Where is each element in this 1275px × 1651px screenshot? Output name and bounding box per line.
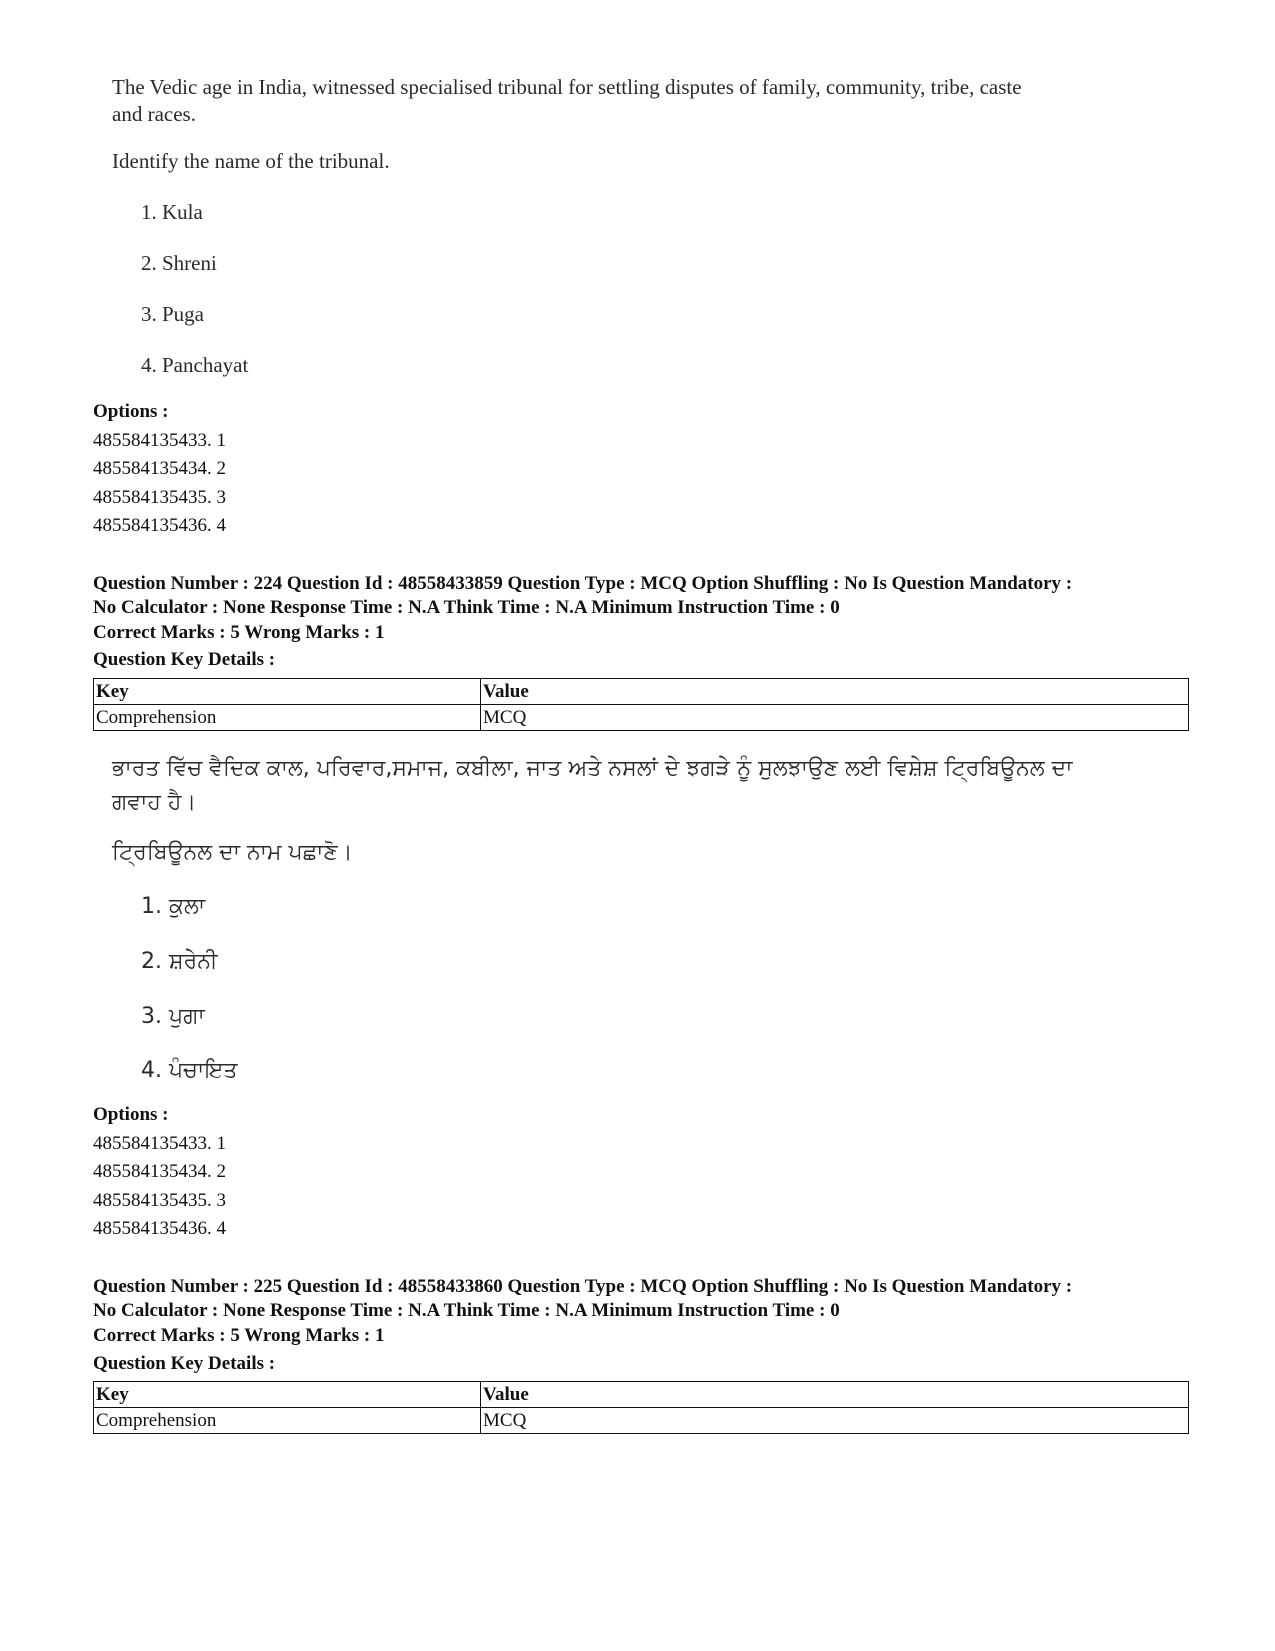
q223-stem-line2: and races. <box>112 102 196 126</box>
key-cell: Comprehension <box>94 1408 481 1434</box>
q224-stem <box>112 752 1142 820</box>
q224-meta-line2: No Calculator : None Response Time : N.A Think Time : N.A Minimum Instruction Time : 0 <box>93 597 840 618</box>
q224-stem-line2: ਗਵਾਹ ਹੈ। <box>112 790 197 815</box>
q224-option-1: 485584135433. 1 <box>93 1132 226 1154</box>
q224-key-details-title: Question Key Details : <box>93 649 276 670</box>
key-header: Key <box>94 679 481 705</box>
q224-key-table <box>93 678 1189 731</box>
q224-options <box>93 1101 226 1244</box>
q223-option-2: 485584135434. 2 <box>93 458 226 479</box>
table-header-row <box>94 1382 1189 1408</box>
q223-choice-3: 3. Puga <box>141 302 204 326</box>
value-header: Value <box>481 1382 1189 1408</box>
q223-stem <box>112 74 1142 128</box>
q223-option-4: 485584135436. 4 <box>93 515 226 536</box>
q225-key-details-title: Question Key Details : <box>93 1353 276 1374</box>
q223-option-3: 485584135435. 3 <box>93 486 226 508</box>
key-cell: Comprehension <box>94 705 481 731</box>
q224-options-title: Options : <box>93 1104 169 1125</box>
q223-option-1: 485584135433. 1 <box>93 429 226 451</box>
q224-stem-line1: ਭਾਰਤ ਵਿੱਚ ਵੈਦਿਕ ਕਾਲ, ਪਰਿਵਾਰ,ਸਮਾਜ, ਕਬੀਲਾ, ਜਾਤ ਅਤੇ ਨਸਲਾਂ ਦੇ ਝਗੜੇ ਨੂੰ ਸੁਲਝਾਉਣ ਲਈ ਵਿਸ਼ੇਸ਼ ਟ੍ਰਿਬਿਊਨਲ ਦਾ <box>112 756 1073 781</box>
q224-option-2: 485584135434. 2 <box>93 1161 226 1182</box>
q225-key-table <box>93 1381 1189 1434</box>
q223-prompt: Identify the name of the tribunal. <box>112 149 390 173</box>
value-cell: MCQ <box>481 705 1189 731</box>
value-header: Value <box>481 679 1189 705</box>
q224-choice-4: 4. ਪੰਚਾਇਤ <box>141 1058 238 1083</box>
table-header-row <box>94 679 1189 705</box>
q224-marks: Correct Marks : 5 Wrong Marks : 1 <box>93 622 385 643</box>
q223-choice-2: 2. Shreni <box>141 251 217 275</box>
q223-choice-1: 1. Kula <box>141 200 203 224</box>
q224-option-3: 485584135435. 3 <box>93 1189 226 1211</box>
q225-marks: Correct Marks : 5 Wrong Marks : 1 <box>93 1325 385 1346</box>
q225-meta <box>93 1275 1193 1323</box>
q223-choice-4: 4. Panchayat <box>141 353 249 377</box>
q224-prompt: ਟ੍ਰਿਬਿਊਨਲ ਦਾ ਨਾਮ ਪਛਾਣੋ। <box>112 840 353 865</box>
q223-options-title: Options : <box>93 401 169 422</box>
q223-stem-line1: The Vedic age in India, witnessed specialised tribunal for settling disputes of family, community, tribe, caste <box>112 75 1022 99</box>
key-header: Key <box>94 1382 481 1408</box>
table-row <box>94 1408 1189 1434</box>
q224-meta <box>93 572 1193 620</box>
q224-choice-2: 2. ਸ਼ਰੇਨੀ <box>141 949 218 974</box>
value-cell: MCQ <box>481 1408 1189 1434</box>
q225-meta-line2: No Calculator : None Response Time : N.A Think Time : N.A Minimum Instruction Time : 0 <box>93 1300 840 1321</box>
q224-choice-3: 3. ਪੁਗਾ <box>141 1004 205 1029</box>
q224-choice-1: 1. ਕੁਲਾ <box>141 894 206 919</box>
table-row <box>94 705 1189 731</box>
q223-options <box>93 398 226 541</box>
q224-meta-line1: Question Number : 224 Question Id : 48558433859 Question Type : MCQ Option Shuffling : No Is Question Mandatory : <box>93 573 1073 594</box>
q225-meta-line1: Question Number : 225 Question Id : 48558433860 Question Type : MCQ Option Shuffling : No Is Question Mandatory : <box>93 1276 1073 1297</box>
q224-option-4: 485584135436. 4 <box>93 1218 226 1239</box>
